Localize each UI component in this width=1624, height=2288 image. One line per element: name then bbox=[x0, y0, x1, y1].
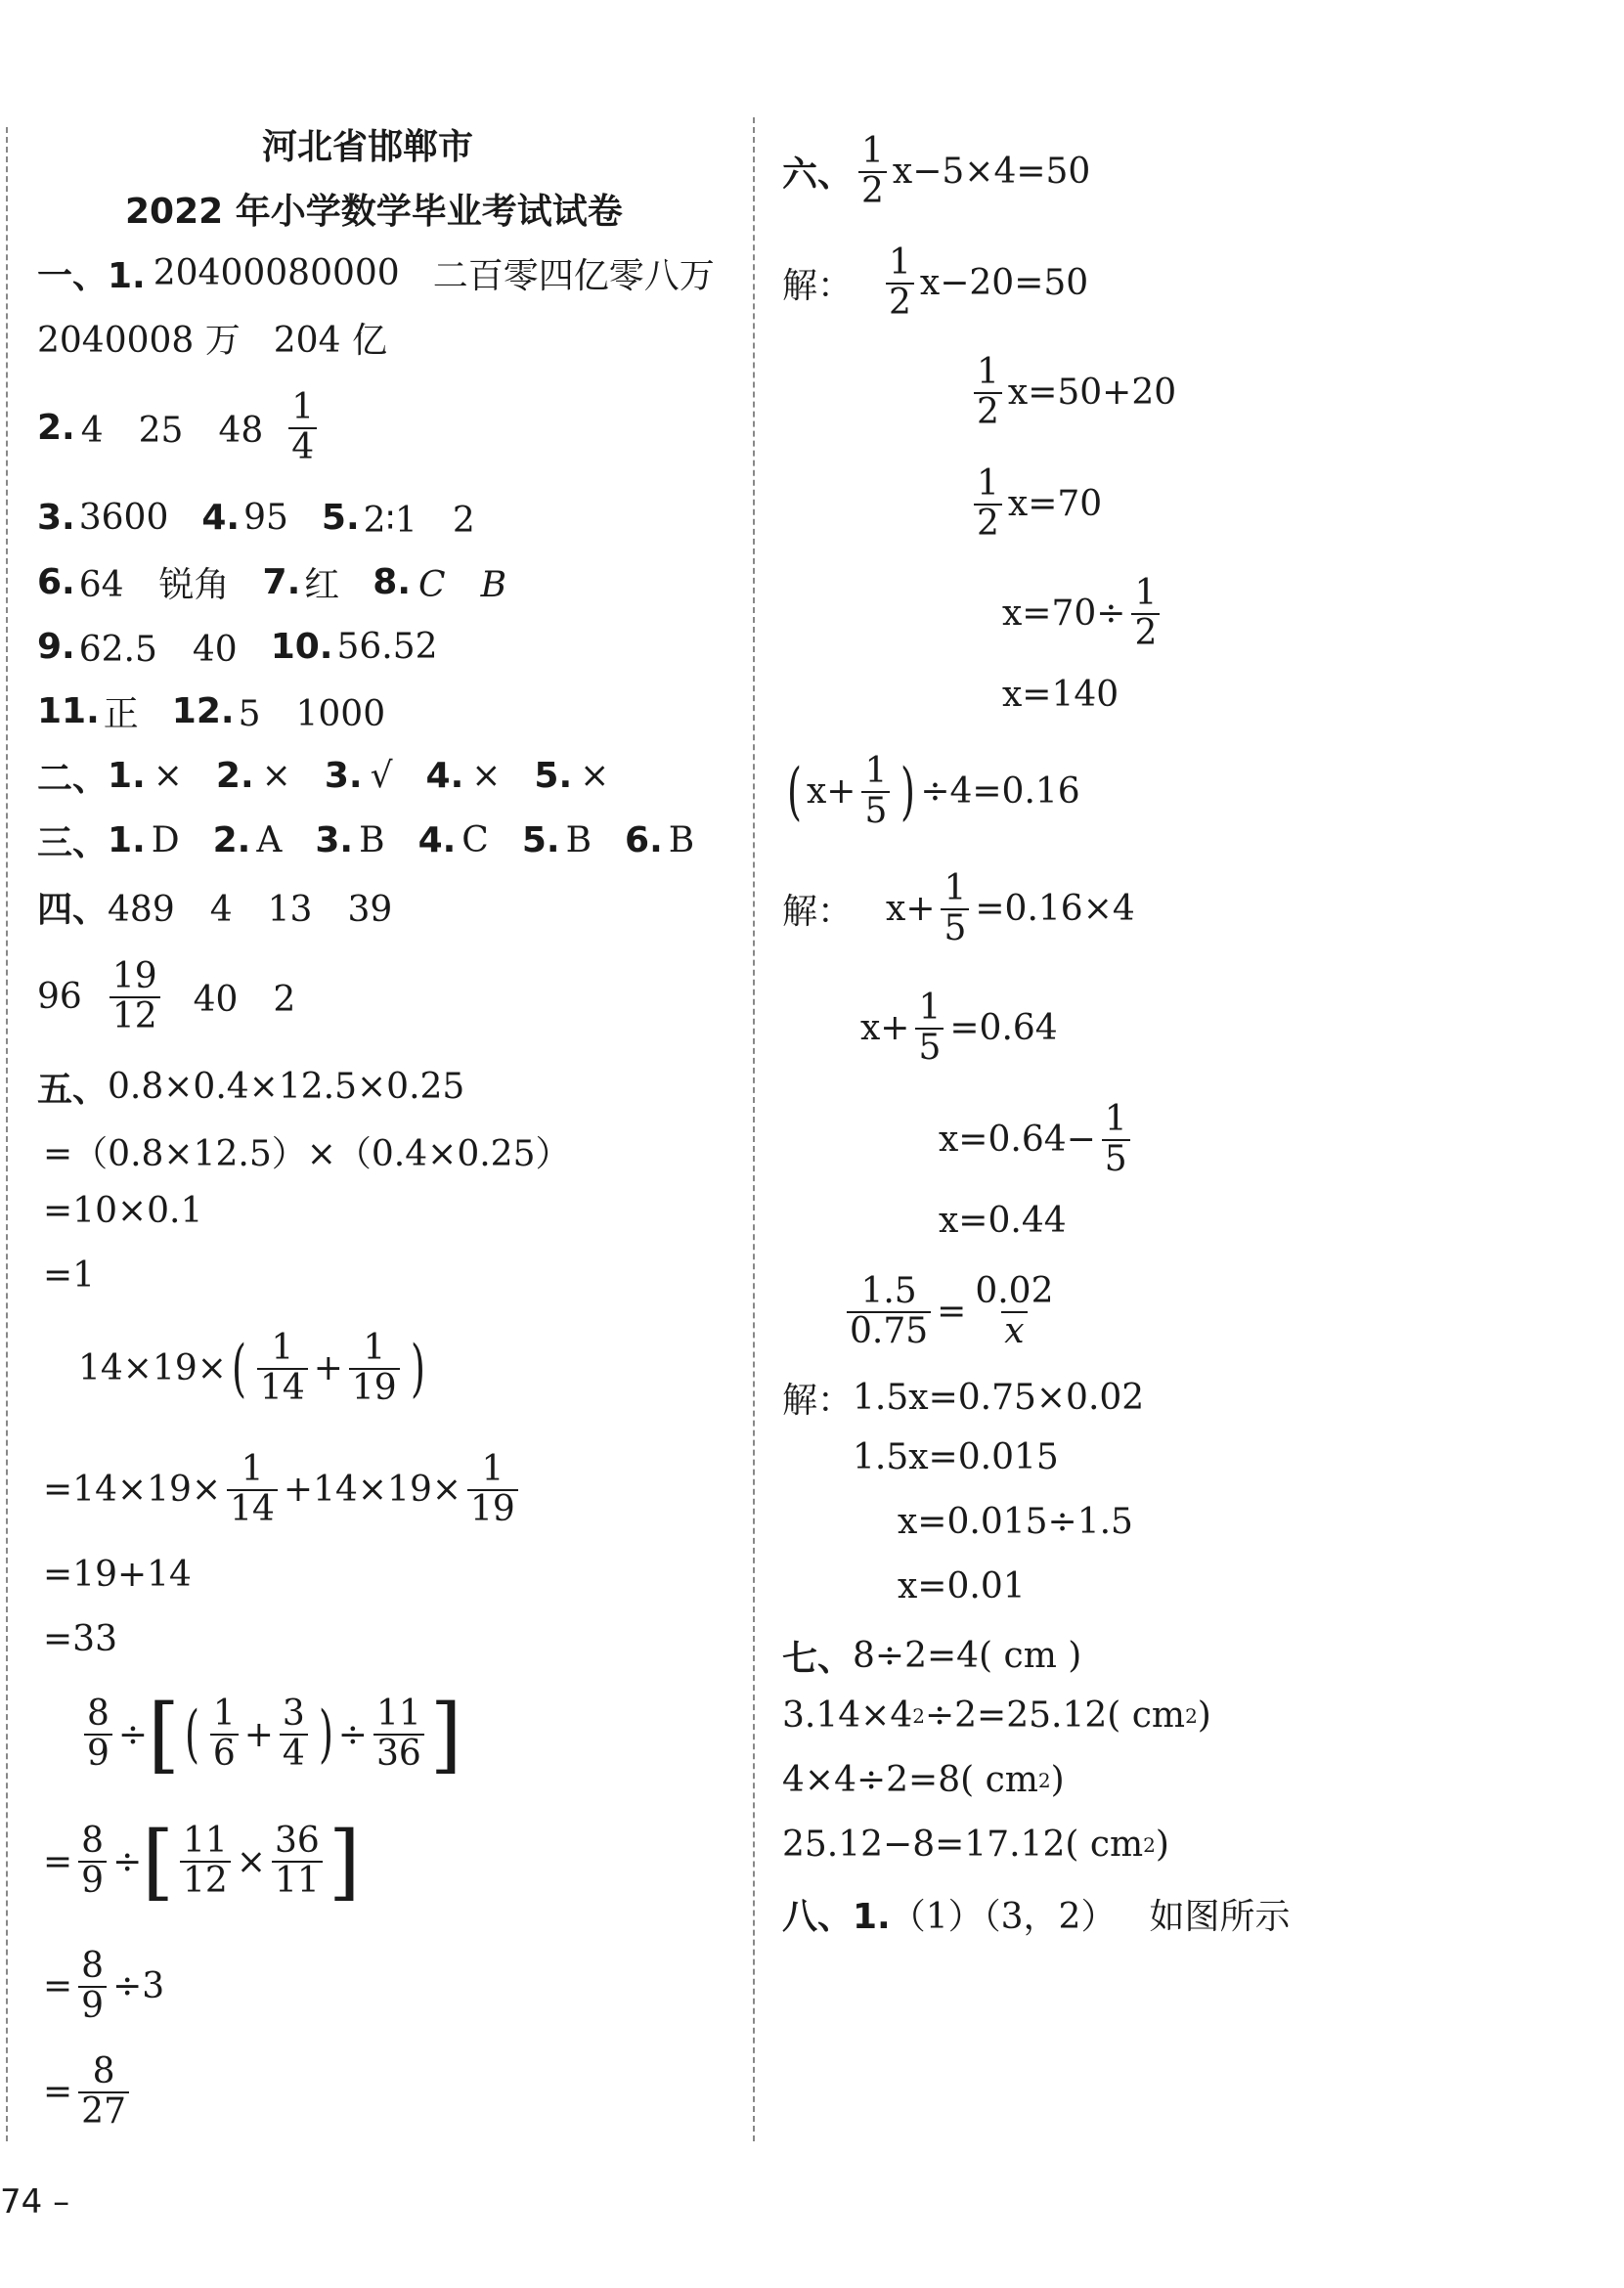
question-number: 10. bbox=[270, 627, 333, 667]
numerator: 1 bbox=[481, 1449, 505, 1489]
denominator: 0.75 bbox=[847, 1311, 931, 1351]
sec1-q6-line bbox=[37, 557, 506, 607]
answer-text: 40 2 bbox=[193, 980, 296, 1021]
fraction bbox=[84, 1695, 112, 1774]
page-number: 74 – bbox=[0, 2182, 70, 2222]
fraction bbox=[974, 354, 1002, 432]
sec5-e3-l3 bbox=[43, 1948, 164, 2026]
left-paren: ( bbox=[231, 1332, 246, 1405]
section-label: 七、 bbox=[782, 1639, 854, 1679]
answer-text: D bbox=[151, 820, 180, 860]
left-bracket: [ bbox=[148, 1687, 180, 1782]
fraction bbox=[288, 389, 317, 467]
numerator: 1.5 bbox=[860, 1271, 917, 1311]
sec6-p1-l6: x=140 bbox=[1002, 675, 1119, 715]
exponent: 2 bbox=[1143, 1832, 1156, 1857]
question-number: 3. bbox=[315, 820, 354, 860]
left-paren: ( bbox=[184, 1698, 199, 1771]
sec5-e2-l2 bbox=[43, 1451, 524, 1529]
denominator: 5 bbox=[915, 1028, 944, 1068]
right-bracket: ] bbox=[429, 1687, 462, 1782]
question-number: 2. bbox=[215, 756, 254, 796]
answer-text: 20400080000 bbox=[153, 253, 400, 293]
question-number: 5. bbox=[534, 756, 573, 796]
numerator: 1 bbox=[864, 751, 888, 791]
fraction bbox=[180, 1823, 231, 1901]
question-number: 6. bbox=[37, 562, 75, 602]
title-line2: 2022 年小学数学毕业考试试卷 bbox=[125, 192, 623, 232]
numerator: 1 bbox=[1104, 1099, 1127, 1139]
denominator: 36 bbox=[373, 1734, 424, 1774]
denominator: 9 bbox=[78, 1986, 107, 2026]
fraction bbox=[110, 958, 160, 1036]
denominator: 9 bbox=[78, 1861, 107, 1901]
answer-text: 2∶1 2 bbox=[363, 501, 475, 541]
sec5-e3-l1 bbox=[78, 1687, 462, 1782]
denominator: 9 bbox=[84, 1734, 112, 1774]
question-number: 4. bbox=[417, 820, 457, 860]
equation-text: x=70 bbox=[1007, 484, 1103, 525]
question-number: 12. bbox=[171, 691, 235, 731]
left-margin-dashed-line bbox=[6, 127, 8, 2141]
sec5-e3-l4 bbox=[43, 2053, 135, 2132]
equation-text: =14×19× bbox=[43, 1470, 222, 1511]
answer-text: B bbox=[359, 820, 385, 860]
question-number: 2. bbox=[37, 408, 75, 449]
equation-text: 3.14×4 bbox=[782, 1695, 913, 1736]
sec5-e2-l1 bbox=[78, 1330, 430, 1408]
section-label: 六、 bbox=[782, 154, 854, 196]
solution-label: 解： bbox=[782, 892, 854, 933]
denominator: 5 bbox=[1102, 1139, 1130, 1179]
sec6-p3-l2 bbox=[782, 1373, 1144, 1423]
equation-text: 0.8×0.4×12.5×0.25 bbox=[108, 1067, 465, 1107]
sec6-p1-l3 bbox=[968, 354, 1176, 432]
equation-text: 1.5x=0.75×0.02 bbox=[853, 1378, 1145, 1418]
equation-text: x−5×4=50 bbox=[892, 152, 1091, 193]
divide-sign: ÷ bbox=[112, 1841, 143, 1882]
answer-text: B bbox=[565, 820, 593, 860]
solution-label: 解： bbox=[782, 1381, 854, 1421]
right-bracket: ] bbox=[328, 1814, 361, 1910]
fraction bbox=[1131, 575, 1160, 653]
answer-text: √ bbox=[370, 756, 393, 796]
equation-text: ) bbox=[1050, 1760, 1065, 1800]
sec1-q11-line bbox=[37, 686, 385, 736]
answer-text: × bbox=[261, 756, 291, 796]
exponent: 2 bbox=[912, 1703, 925, 1728]
equation-text: =0.16×4 bbox=[975, 889, 1135, 930]
sec6-p1-l5 bbox=[1002, 575, 1165, 653]
answer-text: C bbox=[461, 820, 489, 860]
column-divider-dashed-line bbox=[753, 117, 755, 2141]
equals-sign: = bbox=[43, 2072, 73, 2113]
sec6-p3-l3: 1.5x=0.015 bbox=[853, 1437, 1059, 1477]
section-label: 八、1. bbox=[782, 1897, 891, 1937]
answer-text: 204 亿 bbox=[273, 321, 387, 361]
question-number: 8. bbox=[373, 562, 412, 602]
numerator: 1 bbox=[861, 131, 884, 171]
sec2-line bbox=[37, 751, 609, 801]
answer-text: 红 bbox=[304, 565, 340, 605]
answer-text: 56.52 bbox=[336, 627, 438, 667]
fraction bbox=[467, 1451, 518, 1529]
sec3-line bbox=[37, 815, 694, 865]
section-label: 四、 bbox=[37, 890, 109, 930]
equation-text: 8÷2=4( cm ) bbox=[853, 1636, 1082, 1676]
answer-text: 489 4 13 39 bbox=[108, 890, 393, 930]
question-number: 5. bbox=[321, 498, 360, 538]
section-label: 五、 bbox=[37, 1070, 109, 1110]
answer-text: 5 1000 bbox=[238, 694, 386, 734]
sec6-p1-l1 bbox=[782, 133, 1090, 211]
denominator: 11 bbox=[272, 1861, 323, 1901]
denominator: 12 bbox=[110, 996, 160, 1036]
numerator: 1 bbox=[271, 1328, 294, 1368]
fraction bbox=[227, 1451, 278, 1529]
equation-text: 14×19× bbox=[78, 1348, 227, 1389]
right-paren: ) bbox=[318, 1698, 333, 1771]
right-paren: ) bbox=[410, 1332, 425, 1405]
sec7-l1 bbox=[782, 1631, 1081, 1681]
numerator: 8 bbox=[81, 1946, 105, 1986]
plus-sign: + bbox=[243, 1714, 274, 1755]
numerator: 1 bbox=[363, 1328, 386, 1368]
sec5-e1-l4: =1 bbox=[43, 1255, 96, 1296]
sec5-e1-l3: =10×0.1 bbox=[43, 1191, 203, 1231]
numerator: 1 bbox=[291, 387, 315, 427]
fraction bbox=[373, 1695, 424, 1774]
fraction bbox=[78, 2053, 129, 2132]
section-label: 三、 bbox=[37, 823, 109, 863]
numerator: 8 bbox=[92, 2051, 115, 2091]
sec7-l4 bbox=[782, 1825, 1169, 1865]
answer-text: 二百零四亿零八万 bbox=[432, 256, 715, 296]
denominator: 2 bbox=[1131, 613, 1160, 653]
divide-sign: ÷ bbox=[117, 1714, 149, 1755]
sec5-e2-l4: =33 bbox=[43, 1619, 117, 1659]
fraction bbox=[858, 133, 887, 211]
sec6-p1-l4 bbox=[968, 465, 1102, 544]
sec1-q3-line bbox=[37, 493, 475, 543]
fraction bbox=[272, 1823, 323, 1901]
answer-text: 4 25 48 bbox=[80, 411, 264, 452]
sec6-p2-l5: x=0.44 bbox=[939, 1201, 1067, 1241]
denominator: 2 bbox=[886, 283, 914, 323]
denominator: 6 bbox=[210, 1734, 239, 1774]
denominator: 14 bbox=[227, 1489, 278, 1529]
numerator: 1 bbox=[241, 1449, 264, 1489]
answer-text: 2040008 万 bbox=[37, 321, 241, 361]
sec1-q1-line2 bbox=[37, 313, 387, 363]
denominator: 2 bbox=[858, 171, 887, 211]
sec6-p3-l5: x=0.01 bbox=[898, 1566, 1026, 1606]
denominator: 5 bbox=[861, 791, 890, 831]
numerator: 3 bbox=[282, 1694, 305, 1735]
equation-text: x−20=50 bbox=[919, 263, 1089, 304]
sec5-e3-l2 bbox=[43, 1814, 361, 1910]
equation-text: x+ bbox=[886, 889, 936, 930]
numerator: 1 bbox=[977, 352, 999, 392]
equals-sign: = bbox=[937, 1292, 967, 1333]
denominator: 19 bbox=[467, 1489, 518, 1529]
numerator: 1 bbox=[977, 463, 999, 504]
answer-text: 3600 bbox=[78, 498, 169, 538]
numerator: 1 bbox=[212, 1694, 236, 1735]
exponent: 2 bbox=[1037, 1768, 1051, 1792]
fraction bbox=[78, 1948, 107, 2026]
equals-sign: = bbox=[43, 1966, 73, 2007]
sec6-p3-l1 bbox=[841, 1273, 1062, 1351]
denominator: 4 bbox=[288, 427, 317, 467]
equals-sign: = bbox=[43, 1841, 73, 1882]
sec6-p1-l2 bbox=[782, 244, 1088, 323]
equation-text: ÷3 bbox=[112, 1966, 165, 2007]
sec7-l3 bbox=[782, 1760, 1065, 1800]
plus-sign: + bbox=[313, 1348, 343, 1389]
fraction bbox=[1102, 1101, 1130, 1179]
numerator: 1 bbox=[889, 242, 911, 283]
answer-text: 95 bbox=[243, 498, 288, 538]
fraction bbox=[915, 990, 944, 1068]
fraction bbox=[257, 1330, 308, 1408]
fraction bbox=[941, 870, 969, 948]
answer-text: 62.5 40 bbox=[78, 630, 238, 670]
sec1-q9-line bbox=[37, 622, 438, 672]
fraction bbox=[78, 1823, 107, 1901]
fraction bbox=[210, 1695, 239, 1774]
equation-text: x+ bbox=[806, 771, 856, 813]
numerator: 8 bbox=[87, 1694, 110, 1735]
equation-text: ) bbox=[1155, 1825, 1169, 1865]
right-paren: ) bbox=[900, 755, 916, 828]
numerator: 11 bbox=[375, 1694, 421, 1735]
sec1-q2-line bbox=[37, 389, 323, 467]
sec4-line2 bbox=[37, 958, 295, 1036]
fraction bbox=[974, 465, 1002, 544]
denominator: 19 bbox=[349, 1368, 400, 1408]
denominator: 2 bbox=[974, 392, 1002, 432]
denominator: 2 bbox=[974, 504, 1002, 544]
sec7-l2 bbox=[782, 1695, 1211, 1736]
numerator: 36 bbox=[275, 1821, 320, 1862]
sec4-line1 bbox=[37, 882, 392, 932]
equation-text: x=0.64− bbox=[939, 1120, 1096, 1161]
question-number: 9. bbox=[37, 627, 75, 667]
denominator: x bbox=[1001, 1311, 1027, 1351]
numerator: 1 bbox=[1134, 573, 1158, 613]
numerator: 1 bbox=[918, 988, 942, 1028]
fraction bbox=[972, 1273, 1056, 1351]
equation-text: x+ bbox=[860, 1008, 910, 1049]
equation-text: +14×19× bbox=[283, 1470, 462, 1511]
numerator: 19 bbox=[111, 956, 157, 996]
question-number: 7. bbox=[262, 562, 301, 602]
fraction bbox=[280, 1695, 308, 1774]
left-bracket: [ bbox=[142, 1814, 175, 1910]
sec6-p3-l4: x=0.015÷1.5 bbox=[898, 1502, 1133, 1542]
denominator: 12 bbox=[180, 1861, 231, 1901]
sec1-q1-line bbox=[37, 248, 715, 298]
numerator: 1 bbox=[944, 868, 967, 908]
answer-text: × bbox=[580, 756, 610, 796]
question-number: 5. bbox=[521, 820, 560, 860]
left-paren: ( bbox=[786, 755, 802, 828]
answer-text: B bbox=[668, 820, 695, 860]
fraction bbox=[886, 244, 914, 323]
divide-sign: ÷ bbox=[337, 1714, 368, 1755]
equation-text: x=70÷ bbox=[1002, 594, 1126, 635]
equation-text: ÷4=0.16 bbox=[920, 771, 1080, 813]
sec5-e2-l3: =19+14 bbox=[43, 1555, 192, 1595]
question-number: 3. bbox=[37, 498, 75, 538]
sec5-e1-l2: =（0.8×12.5）×（0.4×0.25） bbox=[43, 1134, 571, 1174]
answer-text: 64 锐角 bbox=[78, 565, 230, 605]
answer-text: 96 bbox=[37, 977, 82, 1018]
numerator: 0.02 bbox=[975, 1271, 1054, 1311]
question-number: 6. bbox=[625, 820, 663, 860]
question-number: 2. bbox=[212, 820, 251, 860]
question-number: 11. bbox=[37, 691, 100, 731]
equation-text: ÷2=25.12( cm bbox=[924, 1695, 1186, 1736]
question-number: 4. bbox=[201, 498, 241, 538]
denominator: 27 bbox=[78, 2091, 129, 2132]
numerator: 8 bbox=[81, 1821, 105, 1862]
sec6-p2-l4 bbox=[939, 1101, 1136, 1179]
answer-text: × bbox=[153, 756, 183, 796]
sec8-l1 bbox=[782, 1889, 1290, 1939]
denominator: 4 bbox=[280, 1734, 308, 1774]
denominator: 5 bbox=[941, 908, 969, 948]
answer-text: C B bbox=[418, 565, 507, 605]
answer-note: 如图所示 bbox=[1149, 1897, 1291, 1937]
answer-text: （1）（3，2） bbox=[890, 1897, 1117, 1937]
fraction bbox=[349, 1330, 400, 1408]
title-line1: 河北省邯郸市 bbox=[262, 127, 474, 167]
answer-text: 正 bbox=[103, 694, 139, 734]
numerator: 11 bbox=[183, 1821, 228, 1862]
equation-text: =0.64 bbox=[949, 1008, 1058, 1049]
section-label: 二、 bbox=[37, 759, 109, 799]
question-number: 4. bbox=[425, 756, 464, 796]
question-number: 3. bbox=[324, 756, 363, 796]
answer-text: A bbox=[256, 820, 283, 860]
fraction bbox=[861, 753, 890, 831]
equation-text: 25.12−8=17.12( cm bbox=[782, 1825, 1144, 1865]
sec6-p2-l2 bbox=[782, 870, 1135, 948]
equation-text: 4×4÷2=8( cm bbox=[782, 1760, 1038, 1800]
solution-label: 解： bbox=[782, 266, 854, 307]
sec1-label: 一、1. bbox=[37, 256, 146, 296]
fraction bbox=[847, 1273, 931, 1351]
question-number: 1. bbox=[108, 820, 146, 860]
answer-text: × bbox=[471, 756, 502, 796]
sec6-p2-l3 bbox=[860, 990, 1058, 1068]
sec6-p2-l1 bbox=[782, 753, 1080, 831]
sec5-e1-l1 bbox=[37, 1062, 464, 1112]
times-sign: × bbox=[236, 1841, 267, 1882]
exponent: 2 bbox=[1185, 1703, 1198, 1728]
equation-text: ) bbox=[1197, 1695, 1211, 1736]
question-number: 1. bbox=[108, 756, 146, 796]
denominator: 14 bbox=[257, 1368, 308, 1408]
equation-text: x=50+20 bbox=[1007, 373, 1177, 414]
